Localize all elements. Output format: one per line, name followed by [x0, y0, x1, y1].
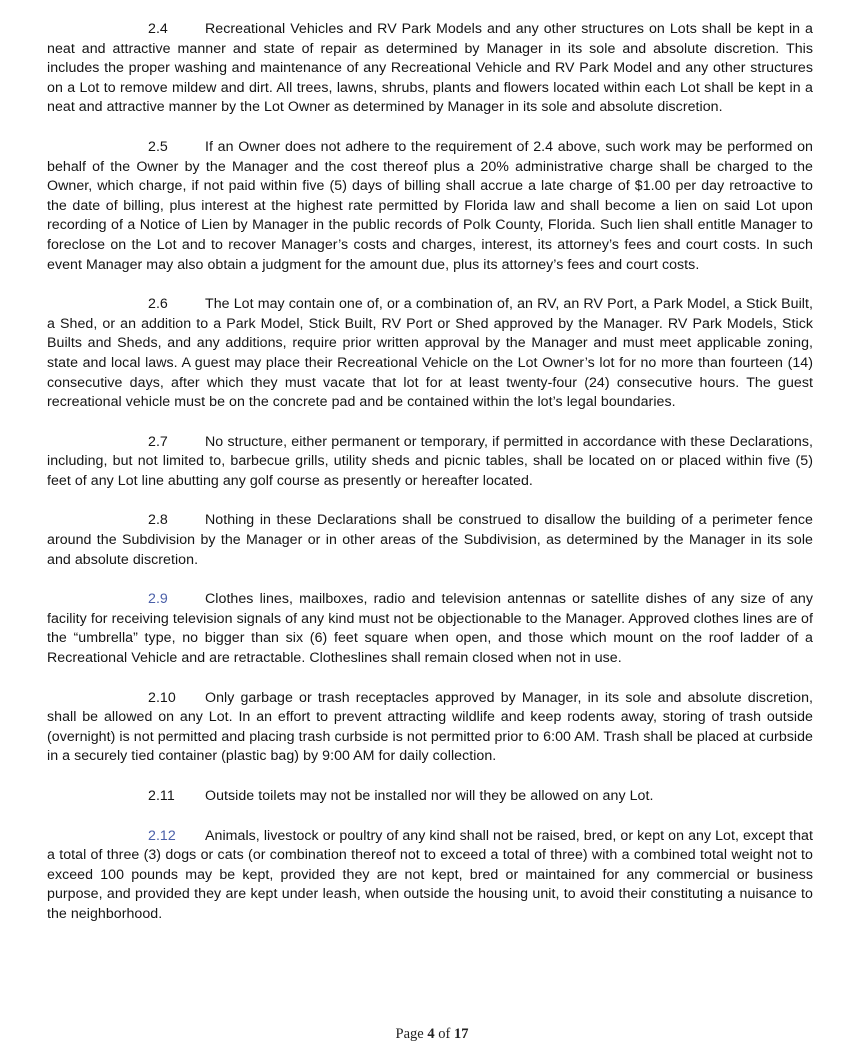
- section-2-10: [47, 689, 813, 767]
- section-text: Only garbage or trash receptacles approved by Manager, in its sole and absolute discretion, shall be allowed on any Lot. In an effort to prevent attracting wildlife and keep rodents away, storing of trash outside (overnight) is not permitted and placing trash curbside is not permitted prior to 6:00 AM. Trash shall be placed at curbside in a securely tied container (plastic bag) by 9:00 AM for daily collection.: [47, 689, 813, 765]
- section-2-8: [47, 511, 813, 570]
- page-total: 17: [453, 1026, 469, 1042]
- section-2-4: [47, 20, 813, 118]
- section-number: 2.12: [148, 827, 176, 844]
- page-label: Page: [395, 1026, 424, 1042]
- section-number: 2.5: [148, 138, 168, 155]
- section-number: 2.9: [148, 591, 168, 608]
- document-body: [47, 20, 813, 945]
- section-number: 2.11: [148, 788, 175, 804]
- section-2-5: [47, 138, 813, 275]
- page-number: 4: [427, 1026, 435, 1042]
- page-of-word: of: [438, 1026, 451, 1042]
- section-2-12: [47, 827, 813, 925]
- section-text: If an Owner does not adhere to the requirement of 2.4 above, such work may be performed on behalf of the Owner by the Manager and the cost thereof plus a 20% administrative charge shall be charged to the Owner, which charge, if not paid within five (5) days of billing shall accrue a late charge of $1.00 per day retroactive to the date of billing, plus interest at the highest rate permitted by Florida law and shall become a lien on said Lot upon recording of a Notice of Lien by Manager in the public records of Polk County, Florida. Such lien shall entitle Manager to foreclose on the Lot and to recover Manager’s costs and charges, interest, its attorney’s fees and court costs. In such event Manager may also obtain a judgment for the amount due, plus its attorney’s fees and court costs.: [47, 138, 813, 273]
- section-2-11: [47, 787, 813, 807]
- section-2-6: [47, 295, 813, 413]
- section-text: Nothing in these Declarations shall be construed to disallow the building of a perimeter fence around the Subdivision by the Manager or in other areas of the Subdivision, as determined by the Manager in its sole and absolute discretion.: [47, 512, 813, 568]
- section-text: Animals, livestock or poultry of any kind shall not be raised, bred, or kept on any Lot, except that a total of three (3) dogs or cats (or combination thereof not to exceed a total of three) with a combined total weight not to exceed 100 pounds may be kept, provided they are not kept, bred or maintained for any commercial or business purpose, and provided they are kept under leash, when outside the housing unit, to avoid their constituting a nuisance to the neighborhood.: [47, 827, 813, 922]
- section-text: Clothes lines, mailboxes, radio and television antennas or satellite dishes of any size of any facility for receiving television signals of any kind must not be objectionable to the Manager. Approved clothes lines are of the “umbrella” type, no bigger than six (6) feet square when open, and those which mount on the roof ladder of a Recreational Vehicle and are retractable. Clotheslines shall remain closed when not in use.: [47, 591, 813, 667]
- section-text: No structure, either permanent or temporary, if permitted in accordance with these Declarations, including, but not limited to, barbecue grills, utility sheds and picnic tables, shall be located on or placed within five (5) feet of any Lot line abutting any golf course as presently or hereafter located.: [47, 433, 813, 489]
- section-2-9: [47, 590, 813, 668]
- section-number: 2.10: [148, 689, 176, 706]
- section-2-7: [47, 433, 813, 492]
- section-text: The Lot may contain one of, or a combination of, an RV, an RV Port, a Park Model, a Stick Built, a Shed, or an addition to a Park Model, Stick Built, RV Port or Shed approved by the Manager. RV Park Models, Stick Builts and Sheds, and any additions, require prior written approval by the Manager and must meet applicable zoning, state and local laws. A guest may place their Recreational Vehicle on the Lot Owner’s lot for no more than fourteen (14) consecutive days, after which they must vacate that lot for at least twenty-four (24) consecutive hours. The guest recreational vehicle must be on the concrete pad and be contained within the lot’s legal boundaries.: [47, 296, 813, 411]
- page-footer: [0, 1026, 864, 1043]
- section-number: 2.7: [148, 433, 168, 450]
- section-text: Outside toilets may not be installed nor will they be allowed on any Lot.: [205, 788, 654, 804]
- section-number: 2.6: [148, 296, 168, 313]
- section-number: 2.4: [148, 21, 168, 37]
- section-text: Recreational Vehicles and RV Park Models and any other structures on Lots shall be kept in a neat and attractive manner and state of repair as determined by Manager in its sole and absolute discretion. This includes the proper washing and maintenance of any Recreational Vehicle and RV Park Model and any other structures on a Lot to remove mildew and dirt. All trees, lawns, shrubs, plants and flowers located within each Lot shall be kept in a neat and attractive manner by the Lot Owner as determined by Manager in its sole and absolute discretion.: [47, 21, 813, 116]
- section-number: 2.8: [148, 512, 168, 529]
